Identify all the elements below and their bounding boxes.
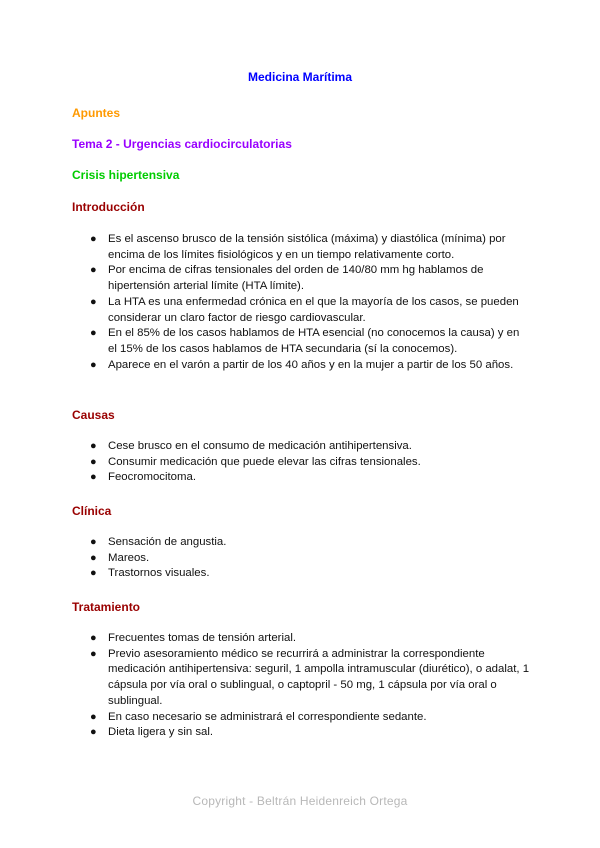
list-item [90,358,530,374]
copyright-footer: Copyright - Beltrán Heidenreich Ortega [192,794,408,808]
bullet-icon: ● [90,647,97,660]
bullet-icon: ● [90,632,97,644]
bullet-icon: ● [90,567,97,580]
introduccion-list [90,232,530,373]
list-item-text: Consumir medicación que puede elevar las cifras tensionales. [108,455,421,468]
heading-apuntes: Apuntes [72,106,120,120]
list-item [90,551,530,567]
bullet-icon: ● [90,440,97,452]
list-item-text: Dieta ligera y sin sal. [108,726,214,739]
list-item [90,295,530,326]
list-item-text: La HTA es una enfermedad crónica en el que la mayoría de los casos, se pueden considerar un claro factor de riesgo cardiovascular. [108,295,519,324]
list-item [90,439,530,455]
list-item-text: Frecuentes tomas de tensión arterial. [108,632,297,644]
heading-crisis-hipertensiva: Crisis hipertensiva [72,168,180,182]
list-item [90,647,530,710]
list-item-text: Por encima de cifras tensionales del orden de 140/80 mm hg hablamos de hipertensión arterial límite (HTA límite). [108,264,484,293]
bullet-icon: ● [90,264,97,277]
list-item [90,232,530,263]
bullet-icon: ● [90,726,97,739]
list-item-text: Feocromocitoma. [108,471,196,484]
list-item-text: En caso necesario se administrará el correspondiente sedante. [108,710,427,723]
list-item-text: Trastornos visuales. [108,567,210,580]
tratamiento-list [90,631,530,741]
heading-introduccion: Introducción [72,200,145,214]
list-item [90,710,530,726]
bullet-icon: ● [90,551,97,564]
list-item [90,455,530,471]
list-item-text: En el 85% de los casos hablamos de HTA esencial (no conocemos la causa) y en el 15% de los casos hablamos de HTA secundaria (sí la conocemos). [108,327,520,355]
clinica-list [90,535,530,582]
list-item-text: Cese brusco en el consumo de medicación antihipertensiva. [108,440,412,452]
list-item-text: Previo asesoramiento médico se recurrirá a administrar la correspondiente medicación antihipertensiva: seguril, 1 ampolla intramuscular (diurético), o adalat, 1 cápsula por vía oral o sublingual, o captopril - 50 mg, 1 cápsula por vía oral o sublingual. [108,647,530,707]
list-item-text: Es el ascenso brusco de la tensión sistólica (máxima) y diastólica (mínima) por encima de los límites fisiológicos y en un tiempo relativamente corto. [108,233,506,261]
bullet-icon: ● [90,471,97,484]
list-item-text: Aparece en el varón a partir de los 40 años y en la mujer a partir de los 50 años. [108,358,514,371]
list-item [90,535,530,551]
list-item [90,631,530,647]
heading-tratamiento: Tratamiento [72,600,141,614]
bullet-icon: ● [90,358,97,371]
list-item [90,470,530,486]
bullet-icon: ● [90,710,97,723]
bullet-icon: ● [90,327,97,340]
list-item [90,326,530,357]
list-item-text: Sensación de angustia. [108,536,227,548]
causas-list [90,439,530,486]
heading-tema: Tema 2 - Urgencias cardiocirculatorias [72,137,292,151]
heading-clinica: Clínica [72,504,112,518]
bullet-icon: ● [90,295,97,308]
list-item-text: Mareos. [108,551,150,564]
bullet-icon: ● [90,233,97,245]
heading-causas: Causas [72,408,115,422]
document-title: Medicina Marítima [247,70,353,84]
bullet-icon: ● [90,455,97,468]
list-item [90,725,530,741]
list-item [90,566,530,582]
list-item [90,263,530,294]
bullet-icon: ● [90,536,97,548]
